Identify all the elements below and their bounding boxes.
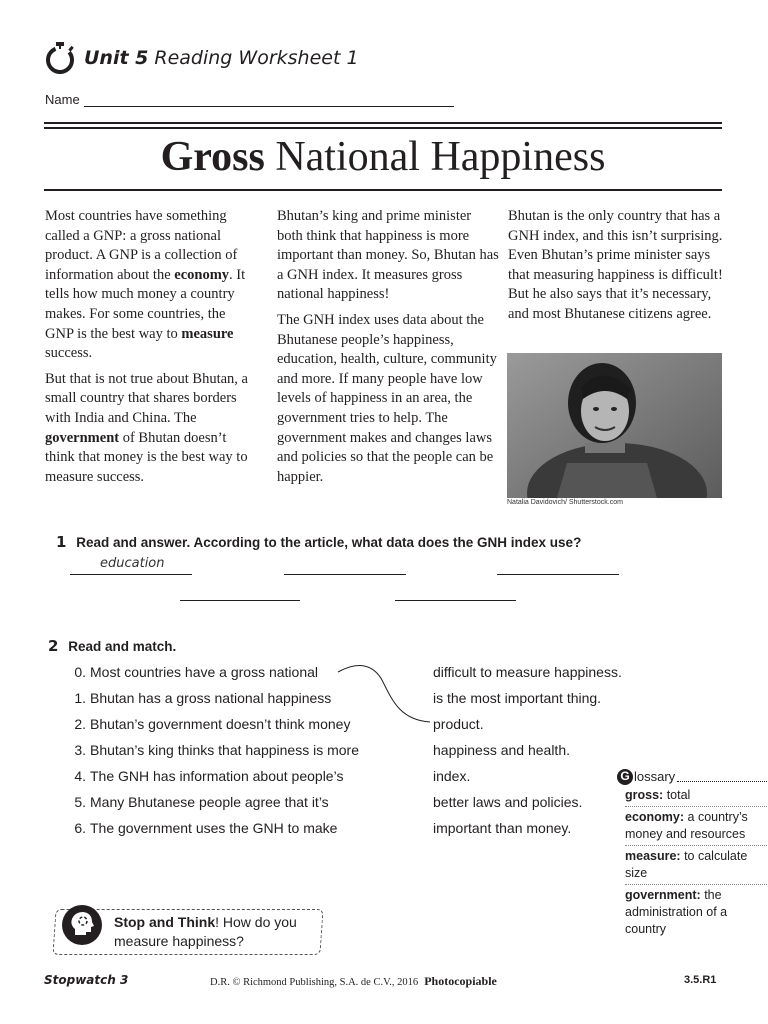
match-item-left: 1. Bhutan has a gross national happiness [74,690,332,706]
match-item-left: 4. The GNH has information about people’s [74,768,344,784]
glossary-term-measure: measure [181,325,234,342]
photocopiable-label: Photocopiable [424,974,497,988]
worksheet-label: Reading Worksheet 1 [154,47,359,69]
worksheet-header [44,38,359,78]
name-input-line[interactable] [84,94,454,107]
match-item-right: is the most important thing. [433,690,602,706]
title-bold: Gross [160,134,265,180]
match-example-line [330,660,440,730]
answer-line[interactable] [395,600,516,601]
glossary-box [617,768,767,940]
exercise-2-number: 2 [48,637,59,655]
title-rule-top [44,122,722,124]
article-column-1 [45,207,250,493]
match-item-right: index. [433,768,471,784]
unit-label: Unit 5 [84,47,149,69]
article-paragraph: Most countries have something called a GNP: a gross national product. A GNP is a collection of information about the economy. It tells how much money a country makes. For some countries, the GNP is the best way to measure success. [45,208,246,362]
stop-and-think-text: Stop and Think! How do you measure happiness? [114,914,297,949]
photo-credit: Natalia Davidovich/ Shutterstock.com [507,499,623,506]
example-answer: education [100,556,165,571]
glossary-initial: G [617,769,633,785]
match-item-left: 3. Bhutan’s king thinks that happiness is more [74,742,360,758]
name-field-row [45,92,454,107]
match-item-right: difficult to measure happiness. [433,664,622,680]
glossary-term-economy: economy [174,266,230,283]
footer-logo: Stopwatch 3 [44,973,129,987]
title-rule-top-2 [44,127,722,129]
thinking-head-icon [62,905,102,945]
page-code: 3.5.R1 [684,974,717,986]
page-title [44,132,722,182]
glossary-heading: G lossary [617,768,767,785]
stop-and-think-box [48,903,326,957]
article-paragraph: Bhutan’s king and prime minister both think that happiness is more important than money. So, Bhutan has a GNH index. It measures gross national happiness! [277,208,499,303]
stopwatch-icon [44,41,76,75]
name-label: Name [45,92,80,107]
article-paragraph: But that is not true about Bhutan, a small country that shares borders with India and China. The government of Bhutan doesn’t think that money is the best way to measure success. [45,370,248,485]
exercise-2-instruction: 2 Read and match. [48,637,177,655]
glossary-entry: economy: a country’s money and resources [625,809,767,846]
exercise-1-instruction: 1 Read and answer. According to the article, what data does the GNH index use? [56,533,582,551]
match-item-left: 2. Bhutan’s government doesn’t think money [74,716,351,732]
glossary-entry: measure: to calculate size [625,848,767,885]
match-item-left: 5. Many Bhutanese people agree that it’s [74,794,329,810]
match-item-right: important than money. [433,820,572,836]
photo-bhutanese-girl [507,353,722,498]
answer-line[interactable] [284,574,406,575]
article-paragraph: The GNH index uses data about the Bhutanese people’s happiness, education, health, culture, community and more. If many people have low levels of happiness in an area, the government tries to help. The government makes and changes laws and policies so that the people can be happier. [277,311,497,485]
title-rule-bottom [44,189,722,191]
match-item-right: happiness and health. [433,742,570,758]
article-column-3 [508,207,723,331]
match-item-left: 0. Most countries have a gross national [74,664,319,680]
glossary-entry: gross: total [625,787,767,807]
answer-line[interactable] [497,574,619,575]
article-column-2 [277,207,499,493]
title-rest: National Happiness [275,134,606,180]
match-item-right: better laws and policies. [433,794,583,810]
article-paragraph: Bhutan is the only country that has a GNH index, and this isn’t surprising. Even Bhutan’s prime minister says that measuring happiness is difficult! But he also says that it’s necessary, and most Bhutanese citizens agree. [508,208,723,322]
match-item-right: product. [433,716,484,732]
glossary-term-government: government [45,429,120,446]
answer-line[interactable] [70,574,192,575]
answer-line[interactable] [180,600,300,601]
footer-copyright: D.R. © Richmond Publishing, S.A. de C.V., 2016 Photocopiable [210,974,497,988]
exercise-1-number: 1 [56,533,67,551]
glossary-entry: government: the administration of a country [625,888,728,936]
match-item-left: 6. The government uses the GNH to make [74,820,338,836]
